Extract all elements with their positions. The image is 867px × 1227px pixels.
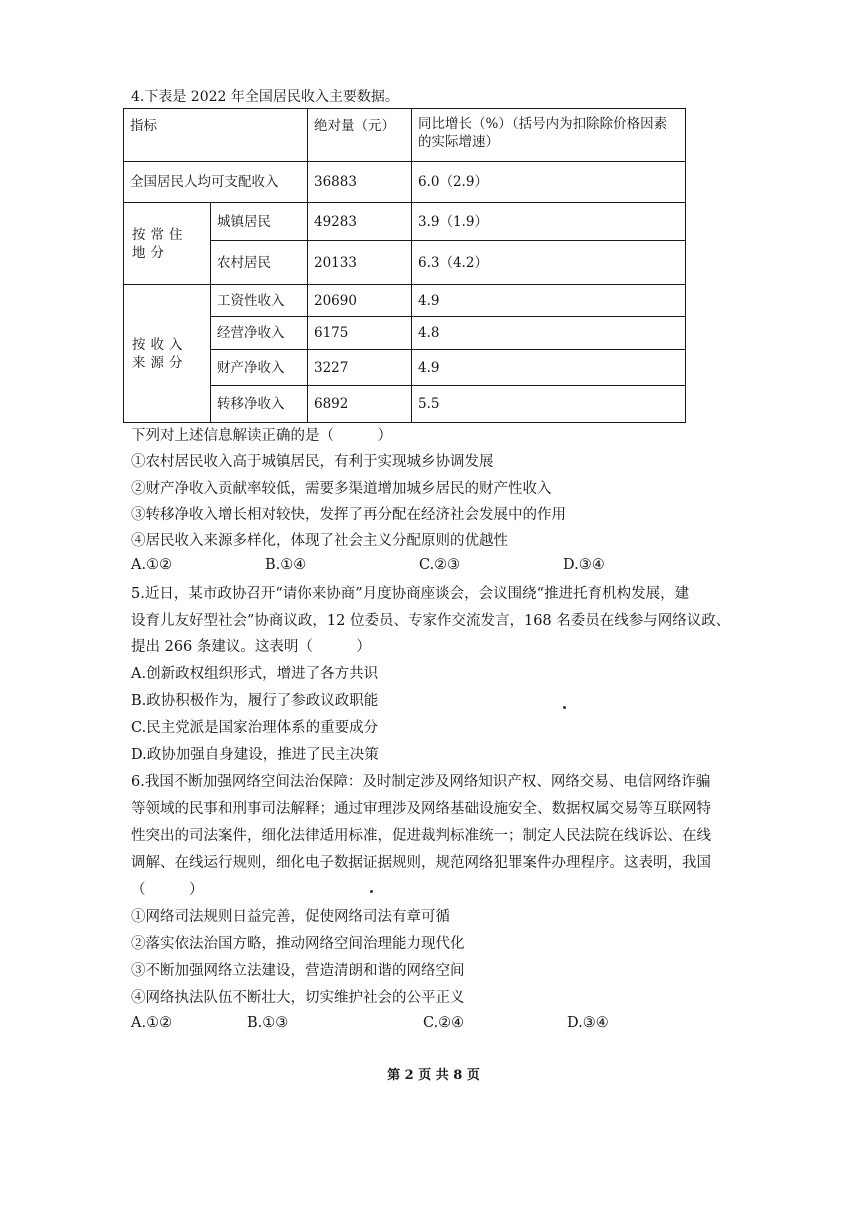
table-row: [124, 203, 686, 241]
scan-speck: [563, 706, 566, 709]
row-value: 6175: [308, 317, 412, 350]
question-5-line: 5.近日，某市政协召开“请你来协商”月度协商座谈会，会议围绕“推进托育机构发展，建: [131, 586, 690, 602]
option-b[interactable]: B.政协积极作为，履行了参政议政职能: [131, 693, 379, 709]
option-c[interactable]: C.②③: [419, 557, 461, 573]
row-growth: 4.9: [412, 350, 686, 386]
row-label: 经营净收入: [211, 317, 308, 350]
scan-speck: [370, 890, 373, 893]
row-value: 20690: [308, 285, 412, 317]
option-a[interactable]: A.①②: [131, 557, 173, 573]
page-footer: 第 2 页 共 8 页: [387, 1068, 480, 1083]
option-b[interactable]: B.①③: [247, 1015, 289, 1031]
statement-1: ①网络司法规则日益完善，促使网络司法有章可循: [131, 909, 450, 925]
question-4-title: 4.下表是 2022 年全国居民收入主要数据。: [131, 89, 399, 105]
row-value: 49283: [308, 203, 412, 241]
statement-2: ②落实依法治国方略，推动网络空间治理能力现代化: [131, 936, 465, 952]
header-growth: 同比增长（%）（括号内为扣除除价格因素的实际增速）: [412, 109, 686, 162]
header-absolute: 绝对量（元）: [308, 109, 412, 162]
option-d[interactable]: D.政协加强自身建设，推进了民主决策: [131, 747, 379, 763]
option-a[interactable]: A.创新政权组织形式，增进了各方共识: [131, 666, 379, 682]
income-table: [123, 108, 686, 423]
row-label: 转移净收入: [211, 386, 308, 423]
question-5-line: 提出 266 条建议。这表明（ ）: [131, 639, 371, 655]
table-header-row: [124, 109, 686, 162]
question-6-line: 等领域的民事和刑事司法解释；通过审理涉及网络基础设施安全、数据权属交易等互联网特: [131, 801, 711, 817]
row-value: 36883: [308, 162, 412, 203]
question-6-line: （ ）: [131, 882, 204, 898]
statement-4: ④网络执法队伍不断壮大，切实维护社会的公平正义: [131, 990, 465, 1006]
statement-1: ①农村居民收入高于城镇居民，有利于实现城乡协调发展: [131, 454, 494, 470]
row-growth: 4.8: [412, 317, 686, 350]
statement-4: ④居民收入来源多样化，体现了社会主义分配原则的优越性: [131, 533, 508, 549]
group-label-residence: 按常住地分: [124, 203, 211, 285]
row-label: 财产净收入: [211, 350, 308, 386]
statement-3: ③转移净收入增长相对较快，发挥了再分配在经济社会发展中的作用: [131, 507, 566, 523]
statement-2: ②财产净收入贡献率较低，需要多渠道增加城乡居民的财产性收入: [131, 481, 552, 497]
statement-3: ③不断加强网络立法建设，营造清朗和谐的网络空间: [131, 963, 465, 979]
option-d[interactable]: D.③④: [563, 557, 605, 573]
row-growth: 5.5: [412, 386, 686, 423]
row-growth: 6.0（2.9）: [412, 162, 686, 203]
question-6-line: 6.我国不断加强网络空间法治保障：及时制定涉及网络知识产权、网络交易、电信网络诈骗: [131, 774, 711, 790]
row-label: 城镇居民: [211, 203, 308, 241]
row-growth: 3.9（1.9）: [412, 203, 686, 241]
row-value: 20133: [308, 241, 412, 285]
row-growth: 4.9: [412, 285, 686, 317]
row-growth: 6.3（4.2）: [412, 241, 686, 285]
option-a[interactable]: A.①②: [131, 1015, 173, 1031]
option-b[interactable]: B.①④: [265, 557, 307, 573]
group-label-source: 按收入来源分: [124, 285, 211, 423]
header-indicator: 指标: [124, 109, 308, 162]
question-6-line: 性突出的司法案件，细化法律适用标准，促进裁判标准统一；制定人民法院在线诉讼、在线: [131, 828, 711, 844]
question-4-stem: 下列对上述信息解读正确的是（ ）: [131, 428, 392, 444]
question-6-line: 调解、在线运行规则，细化电子数据证据规则，规范网络犯罪案件办理程序。这表明，我国: [131, 855, 711, 871]
option-c[interactable]: C.民主党派是国家治理体系的重要成分: [131, 720, 379, 736]
table-row: [124, 162, 686, 203]
option-d[interactable]: D.③④: [567, 1015, 609, 1031]
option-c[interactable]: C.②④: [423, 1015, 465, 1031]
question-5-line: 设育儿友好型社会”协商议政，12 位委员、专家作交流发言，168 名委员在线参与网络议政、: [131, 613, 731, 629]
row-label: 工资性收入: [211, 285, 308, 317]
row-label: 农村居民: [211, 241, 308, 285]
row-label: 全国居民人均可支配收入: [124, 162, 308, 203]
row-value: 3227: [308, 350, 412, 386]
row-value: 6892: [308, 386, 412, 423]
table-row: [124, 285, 686, 317]
